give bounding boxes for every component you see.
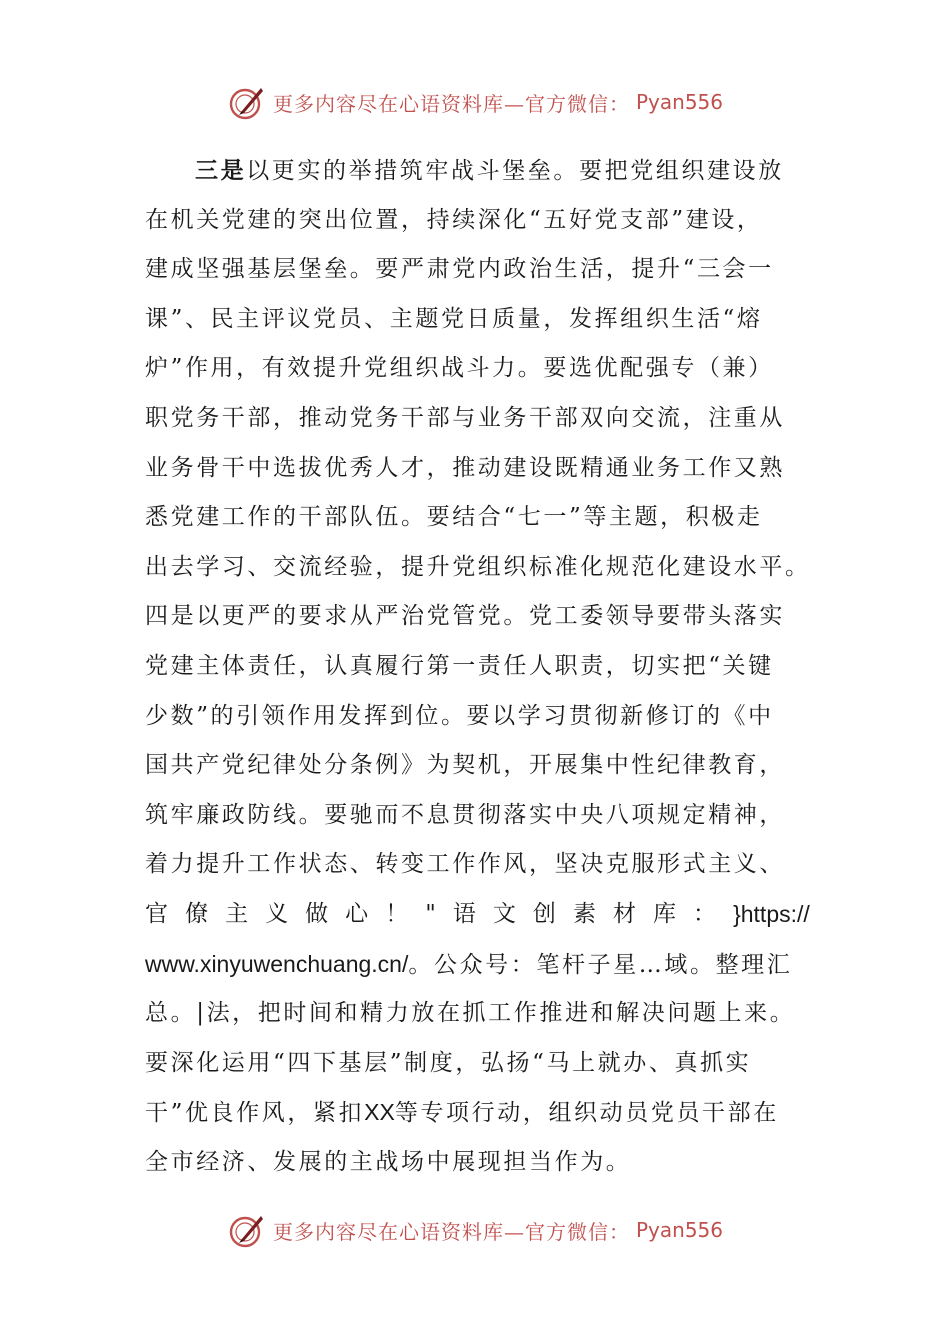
spaced-char: " [425,900,436,927]
text-line: 悉党建工作的干部队伍。要结合“七一”等主题，积极走 [145,504,763,531]
text-line: 筑牢廉政防线。要驰而不息贯彻落实中央八项规定精神， [145,801,785,828]
spaced-char: 做 [305,900,329,927]
spaced-char: 义 [265,900,289,927]
text-line: www.xinyuwenchuang.cn/。公众号：笔杆子星…域。整理汇 [145,950,793,978]
text-line-spaced [145,890,810,940]
document-body [145,146,810,1187]
spaced-char: ！ [385,900,409,927]
spaced-char: 语 [452,900,476,927]
footer-banner [0,1208,950,1252]
text-line: 四是以更严的要求从严治党管党。党工委领导要带头落实 [145,603,785,630]
website-url: www.xinyuwenchuang.cn/ [145,950,409,977]
banner-wechat-id: Pyan556 [635,90,723,114]
header-banner [0,80,950,124]
text-line: 职党务干部，推动党务干部与业务干部双向交流，注重从 [145,404,785,431]
spaced-char: 文 [492,900,516,927]
text-line: 课”、民主评议党员、主题党日质量，发挥组织生活“熔 [145,305,763,332]
text-line: 国共产党纪律处分条例》为契机，开展集中性纪律教育， [145,752,785,779]
paragraph-lead: 三是 [195,157,247,184]
text-line: 在机关党建的突出位置，持续深化“五好党支部”建设， [145,206,763,233]
banner-text: 更多内容尽在心语资料库—官方微信： [272,91,630,116]
text-line: 要深化运用“四下基层”制度，弘扬“马上就办、真抓实 [145,1049,752,1076]
quill-pen-icon [227,1210,267,1250]
text-line: 总。|法，把时间和精力放在抓工作推进和解决问题上来。 [145,1000,796,1027]
spaced-char: 创 [532,900,556,927]
spaced-char: 官 [145,900,168,927]
quill-pen-icon [227,82,267,122]
spaced-char: 心 [345,900,369,927]
spaced-char: }https:// [733,900,810,927]
banner-wechat-id: Pyan556 [635,1218,723,1242]
text-line: 干”优良作风，紧扣XX等专项行动，组织动员党员干部在 [145,1099,779,1127]
spaced-char: 僚 [185,900,209,927]
text-line: 全市经济、发展的主战场中展现担当作为。 [145,1148,632,1175]
text-line: 党建主体责任，认真履行第一责任人职责，切实把“关键 [145,652,774,679]
spaced-char: 主 [225,900,249,927]
text-line: 着力提升工作状态、转变工作作风，坚决克服形式主义、 [145,851,785,878]
banner-text: 更多内容尽在心语资料库—官方微信： [272,1219,630,1244]
text-line: 建成坚强基层堡垒。要严肃党内政治生活，提升“三会一 [145,256,774,283]
spaced-char: 材 [612,900,636,927]
spaced-char: 库 [653,900,676,927]
text-line: 出去学习、交流经验，提升党组织标准化规范化建设水平。 [145,553,811,580]
text-line: 炉”作用，有效提升党组织战斗力。要选优配强专（兼） [145,355,774,382]
text-line: 业务骨干中选拔优秀人才，推动建设既精通业务工作又熟 [145,454,785,481]
spaced-char: ： [693,900,717,927]
text-line: 少数”的引领作用发挥到位。要以学习贯彻新修订的《中 [145,702,774,729]
spaced-char: 素 [572,900,596,927]
text-line: 三是以更实的举措筑牢战斗堡垒。要把党组织建设放 [195,157,784,184]
